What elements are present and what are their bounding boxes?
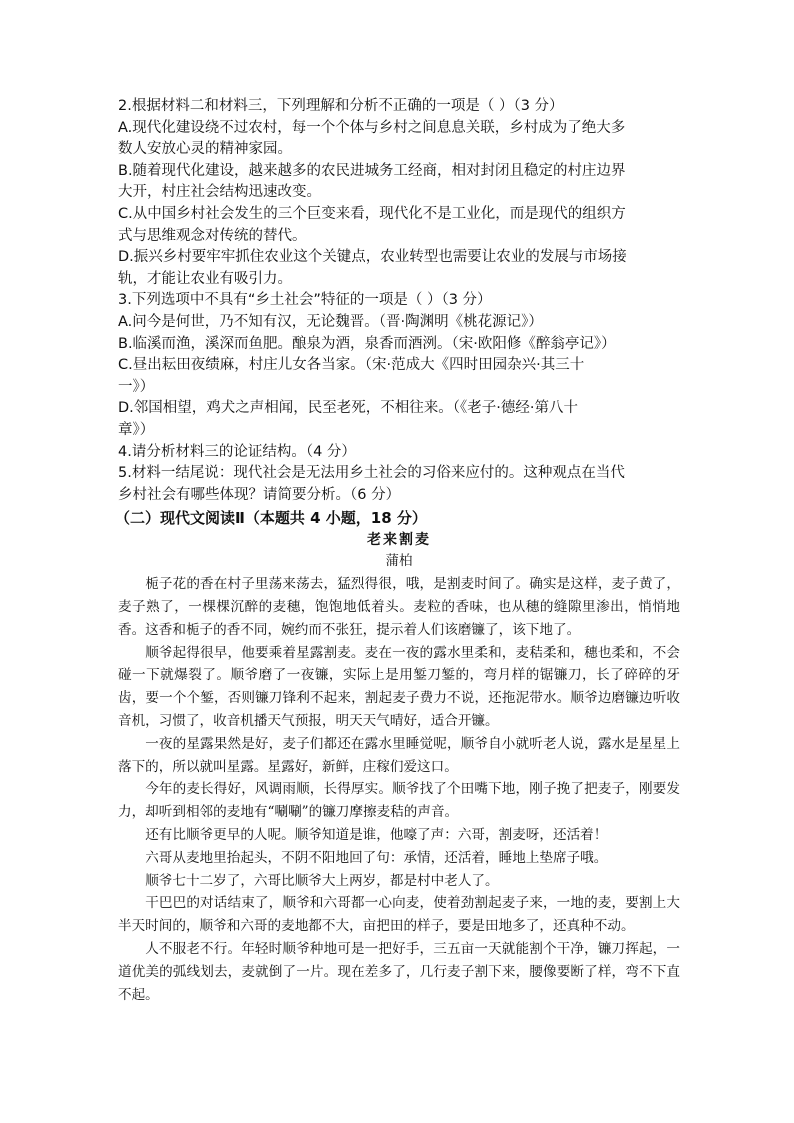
article-author: 蒲柏: [385, 553, 413, 570]
article-paragraph: 今年的麦长得好，风调雨顺，长得厚实。顺爷找了个田嘴下地，刚子挽了把麦子，刚要发力，却听到相邻的麦地有“唰唰”的镰刀摩擦麦秸的声音。: [118, 781, 680, 821]
question-line: D.振兴乡村要牢牢抓住农业这个关键点，农业转型也需要让农业的发展与市场接: [118, 249, 627, 266]
section-heading: （二）现代文阅读Ⅱ（本题共 4 小题，18 分）: [115, 509, 427, 528]
article-paragraph: 一夜的星露果然是好，麦子们都还在露水里睡觉呢，顺爷自小就听老人说，露水是星星上落下的，所以就叫星露。星露好，新鲜，庄稼们爱这口。: [118, 735, 680, 775]
question-line: 4.请分析材料三的论证结构。（4 分）: [118, 443, 356, 460]
question-line-continued: 数人安放心灵的精神家园。: [118, 141, 292, 158]
article-paragraph: 人不服老不行。年轻时顺爷种地可是一把好手，三五亩一天就能割个干净，镰刀挥起，一道优美的弧线划去，麦就倒了一片。现在差多了，几行麦子割下来，腰像要断了样，弯不下直不起。: [118, 941, 680, 1003]
question-line: 2.根据材料二和材料三，下列理解和分析不正确的一项是（ ）（3 分）: [118, 98, 564, 114]
question-line-continued: 式与思维观念对传统的替代。: [118, 227, 307, 244]
question-line-continued: 章》）: [118, 421, 155, 438]
article-paragraph: 六哥从麦地里抬起头，不阴不阳地回了句：承情，还活着，睡地上垫席子哦。: [145, 849, 608, 866]
question-line: B.临溪而渔，溪深而鱼肥。酿泉为酒，泉香而酒洌。（宋·欧阳修《醉翁亭记》）: [118, 335, 616, 352]
question-line-continued: 一》）: [118, 378, 155, 395]
question-line: 5.材料一结尾说：现代社会是无法用乡土社会的习俗来应付的。这种观点在当代: [118, 465, 625, 482]
article-paragraph: 顺爷起得很早，他要乘着星露割麦。麦在一夜的露水里柔和，麦秸柔和，穗也柔和，不会碰一下就爆裂了。顺爷磨了一夜镰，实际上是用錾刀錾的，弯月样的锯镰刀，长了碎碎的牙齿，要一个个錾，否则镰刀锋利不起来，割起麦子费力不说，还拖泥带水。顺爷边磨镰边听收音机，习惯了，收音机播天气预报，明天天气晴好，适合开镰。: [118, 644, 680, 730]
question-line: A.问今是何世，乃不知有汉，无论魏晋。（晋·陶渊明《桃花源记》）: [118, 313, 543, 330]
question-line: D.邻国相望，鸡犬之声相闻，民至老死，不相往来。（《老子·德经·第八十: [118, 400, 578, 417]
article-body: [118, 573, 680, 1006]
article-paragraph: 干巴巴的对话结束了，顺爷和六哥都一心向麦，使着劲割起麦子来，一地的麦，要割上大半天时间的，顺爷和六哥的麦地都不大，亩把田的样子，要是田地多了，还真种不动。: [118, 895, 680, 935]
question-list: [118, 96, 680, 506]
question-line: A.现代化建设绕不过农村，每一个个体与乡村之间息息关联，乡村成为了绝大多: [118, 119, 626, 136]
article-paragraph: 顺爷七十二岁了，六哥比顺爷大上两岁，都是村中老人了。: [145, 872, 499, 889]
question-line-continued: 乡村社会有哪些体现？请简要分析。（6 分）: [118, 486, 401, 503]
article-paragraph: 还有比顺爷更早的人呢。顺爷知道是谁，他嚎了声：六哥，割麦呀，还活着！: [145, 827, 608, 844]
question-line: B.随着现代化建设，越来越多的农民进城务工经商，相对封闭且稳定的村庄边界: [118, 162, 626, 179]
question-line-continued: 轨，才能让农业有吸引力。: [118, 270, 292, 287]
question-line: C.昼出耘田夜绩麻，村庄儿女各当家。（宋·范成大《四时田园杂兴·其三十: [118, 357, 585, 374]
question-line-continued: 大开，村庄社会结构迅速改变。: [118, 184, 321, 201]
question-line: C.从中国乡村社会发生的三个巨变来看，现代化不是工业化，而是现代的组织方: [118, 205, 626, 222]
document-page: [115, 96, 680, 1006]
article-paragraph: 栀子花的香在村子里荡来荡去，猛烈得很，哦，是割麦时间了。确实是这样，麦子黄了，麦子熟了，一棵棵沉醉的麦穗，饱饱地低着头。麦粒的香味，也从穗的缝隙里渗出，悄悄地香。这香和栀子的香不同，婉约而不张狂，提示着人们该磨镰了，该下地了。: [118, 576, 680, 638]
question-line: 3.下列选项中不具有“乡土社会”特征的一项是（ ）（3 分）: [118, 292, 492, 309]
article-title: 老来割麦: [367, 532, 431, 549]
